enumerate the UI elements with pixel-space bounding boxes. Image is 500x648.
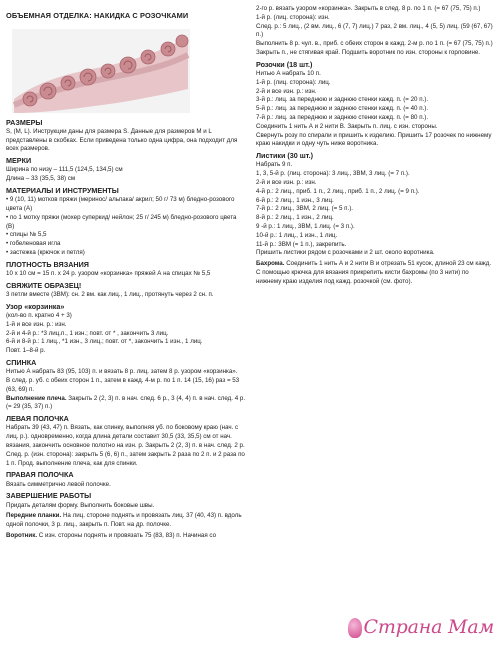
pattern-line: 2-й и 4-й р.: *3 лиц.п., 1 изн.; повт. от * , закончить 3 лиц. [6,329,169,337]
finish-text: Придать деталям форму. Выполнить боковые швы. [6,501,155,509]
materials-line: • спицы № 5,5 [6,231,47,239]
site-logo: Страна Мам [363,616,494,638]
basket-pattern-heading: Узор «корзинка» [6,301,65,311]
materials-line: • по 1 мотку пряжи (мохер суперкид/ нейлон; 25 г/ 245 м) бледно-розового цвета (В) [6,213,237,230]
left-column [6,0,246,541]
back-line: Нитью А набрать 83 (95, 103) п. и вязать 8 р. лиц. затем 8 р. узором «корзинка». [6,368,238,376]
leaves-line: 2-й и все изн. р.: изн. [256,178,317,186]
density-heading: ПЛОТНОСТЬ ВЯЗАНИЯ [6,259,89,269]
tie-sample-heading: СВЯЖИТЕ ОБРАЗЕЦ! [6,280,82,290]
density-text: 10 х 10 см = 15 п. х 24 р. узором «корзинка» пряжей А на спицах № 5,5 [6,269,211,277]
leaves-line: 4-й р.: 2 лиц., приб. 1 п., 2 лиц., приб. 1 п., 2 лиц. (= 9 п.). [256,187,420,195]
materials-line: • застежка (крючок и петля) [6,248,85,256]
planks-paragraph [6,512,246,530]
measures-line: Ширина по низу – 111,5 (124,5, 134,5) см [6,166,123,174]
roses-line: 1-й р. (лиц. сторона): лиц. [256,78,331,86]
back-heading: СПИНКА [6,357,37,367]
article-title: ОБЪЕМНАЯ ОТДЕЛКА: НАКИДКА С РОЗОЧКАМИ [6,11,189,20]
tie-sample-text: 3 петли вместе (3ВМ): сн. 2 вм. как лиц., 1 лиц., протянуть через 2 сн. п. [6,290,214,298]
leaves-line: 6-й р.: 2 лиц., 1 изн., 3 лиц. [256,196,334,204]
roses-line: Свернуть розу по спирали и пришить к изделию. Пришить 17 розочек по нижнему краю накидки и одну чуть ниже воротника. [256,131,492,148]
leaves-line: Набрать 9 п. [256,161,293,169]
leaves-heading: Листики (30 шт.) [256,151,314,161]
collar-continued-line: 1-й р. (лиц. сторона): изн. [256,13,330,21]
leaves-line: 8-й р.: 2 лиц., 1 изн., 2 лиц. [256,214,334,222]
collar-paragraph [6,532,246,541]
shoulder-paragraph [6,395,246,413]
leaves-line: 11-й р.: 3ВМ (= 1 п.), закрепить. [256,240,347,248]
pattern-line: 1-й и все изн. р.: изн. [6,320,67,328]
right-front-text: Вязать симметрично левой полочке. [6,480,111,488]
left-front-heading: ЛЕВАЯ ПОЛОЧКА [6,414,69,424]
shoulder-text: Закрыть 2 (2, 3) п. в нач. след. 6 р., 3 (4, 4) п. в нач. след. 4 р. (= 29 (35, 37) п.) [6,394,246,411]
measures-heading: МЕРКИ [6,156,32,166]
rose-shawl-image [12,29,190,113]
materials-heading: МАТЕРИАЛЫ И ИНСТРУМЕНТЫ [6,185,119,195]
sizes-heading: РАЗМЕРЫ [6,117,43,127]
finish-heading: ЗАВЕРШЕНИЕ РАБОТЫ [6,491,92,501]
collar-continued-line: 2-го р. вязать узором «корзинка». Закрыть в след. 8 р. по 1 п. (= 67 (75, 75) п.) [256,5,481,12]
roses-line: Нитью А набрать 10 п. [256,70,321,77]
planks-text: На лиц. стороне поднять и провязать лиц. 37 (40, 43) п. вдоль одной полочки, 3 р. лиц., закрыть п. Повт. на др. полочке. [6,512,242,529]
materials-line: • гобеленовая игла [6,240,61,248]
collar-continued-line: След. р.: 5 лиц., (2 вм. лиц., 6 (7, 7) лиц.) 7 раз, 2 вм. лиц., 4 (5, 5) лиц. (59 (67, 67) п.) [256,22,493,39]
fringe-text: Соединить 1 нить А и 2 нити В и отрезать 51 кусок, длиной 23 см кажд. С помощью крючка для вязания прикрепить кисти бахромы (по 3 нити) по нижнему краю изделия под кажд. розочкой (см. фото). [256,260,492,285]
back-line: В след. р. уб. с обеих сторон 1 п., затем в кажд. 4-м р. по 1 п. 14 (15, 16) раз = 53 (63, 69) п. [6,376,240,393]
measures-line: Длина – 33 (35,5, 38) см [6,175,76,183]
materials-line: • 9 (10, 11) мотков пряжи (меринос/ альпака/ акрил; 50 г/ 73 м) бледно-розового цвета (А) [6,196,235,212]
roses-line: 5-й р.: лиц. за переднюю и заднюю стенки кажд. п. (= 40 п.). [256,105,429,113]
leaves-line: 1, 3, 5-й р. (лиц. сторона): 3 лиц., 3ВМ, 3 лиц. (= 7 п.). [256,170,410,178]
leaves-line: 9 -й р.: 1 лиц., 3ВМ, 1 лиц. (= 3 п.). [256,222,355,230]
leaves-line: 10-й р.: 1 лиц., 1 изн., 1 лиц. [256,231,338,239]
left-front-line: Набрать 39 (43, 47) п. Вязать, как спинку, выполняя уб. по боковому краю (нач. с лиц. р.). одновременно, когда длина детали составит 30,5 (33, 35,5) см от нач. вязания, закончить основное полотно на изн. р. Закрыть 2 (2, 3) п. в нач. след. 2 р. [6,424,245,449]
roses-line: 3-й р.: лиц. за переднюю и заднюю стенки кажд. п. (= 20 п.). [256,96,429,104]
left-front-line: След. р. (изн. сторона): закрыть 5 (6, 6) п., затем закрыть 2 раза по 2 п. и 2 раза по 1 п. Прод. выполнение плеча, как для спинки. [6,450,245,467]
collar-text: С изн. стороны поднять и провязать 75 (83, 83) п. Начиная со [38,532,217,539]
collar-heading: Воротник. [6,532,38,539]
roses-line: Соединить 1 нить А и 2 нити В. Закрыть п. лиц. с изн. стороны. [256,122,438,130]
collar-continued-line: Закрыть п., не стягивая край. Подшить воротник по изн. стороны к горловине. [256,48,481,56]
pattern-line: 6-й и 8-й р.: 1 лиц., *1 изн., 3 лиц.; повт. от *, закончить 1 изн., 1 лиц. [6,338,203,346]
roses-line: 7-й р.: лиц. за переднюю и заднюю стенки кажд. п. (= 80 п.). [256,113,429,121]
shoulder-heading: Выполнение плеча. [6,394,67,402]
sizes-text: S, (M, L). Инструкции даны для размера S. Данные для размеров M и L представлены в скобках. Если приведена только одна цифра, она подходит для всех размеров. [6,127,238,153]
fringe-paragraph [256,260,494,286]
right-front-heading: ПРАВАЯ ПОЛОЧКА [6,470,74,480]
roses-heading: Розочки (18 шт.) [256,59,313,69]
collar-continued-line: Выполнить 8 р. чул. в., приб. с обеих сторон в кажд. 2-м р. по 1 п. (= 67 (75, 75) п.) [256,40,493,48]
leaves-line: 7-й р.: 2 лиц., 3ВМ, 2 лиц. (= 5 п.). [256,205,353,213]
product-photo [12,29,190,113]
pattern-line: Повт. 1–8-й р. [6,347,46,355]
right-column [256,5,494,287]
pattern-line: (кол-во п. кратно 4 + 3) [6,311,72,319]
planks-heading: Передние планки. [6,512,62,520]
roses-line: 2-й и все изн. р.: изн. [256,87,317,95]
fringe-heading: Бахрома. [256,260,285,268]
leaves-line: Пришить листики рядом с розочками и 2 шт. около воротника. [256,249,435,257]
